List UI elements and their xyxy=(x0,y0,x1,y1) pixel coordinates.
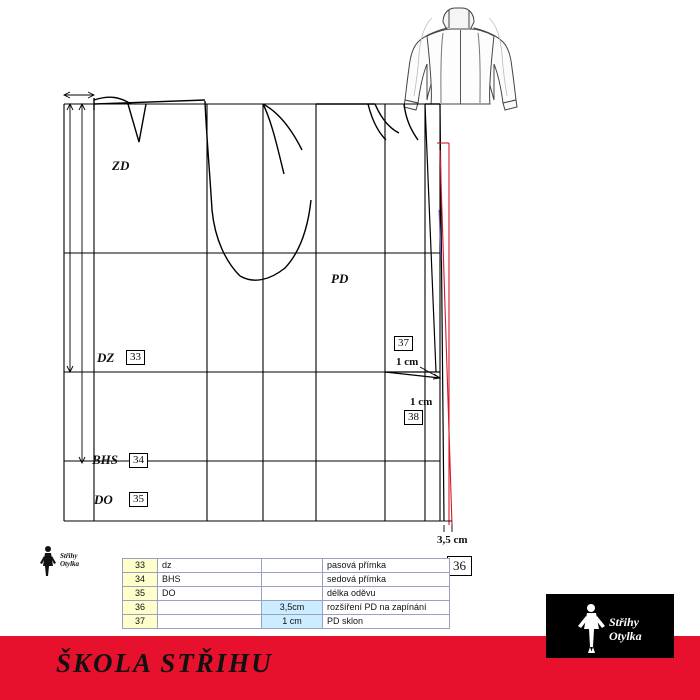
legend-description: sedová přímka xyxy=(323,573,450,587)
label-do-number: 35 xyxy=(129,492,148,507)
front-extension-red-line xyxy=(437,143,452,525)
legend-number: 34 xyxy=(123,573,158,587)
legend-row xyxy=(123,559,450,573)
back-piece-outline xyxy=(94,97,240,276)
legend-value xyxy=(262,587,323,601)
legend-number: 33 xyxy=(123,559,158,573)
label-value-35cm: 3,5 cm xyxy=(437,534,468,546)
legend-abbreviation xyxy=(158,615,262,629)
label-number-38: 38 xyxy=(404,410,423,425)
legend-description: pasová přímka xyxy=(323,559,450,573)
legend-row xyxy=(123,573,450,587)
legend-description: délka oděvu xyxy=(323,587,450,601)
legend-row xyxy=(123,601,450,615)
label-zd: ZD xyxy=(112,158,130,173)
front-slope-lines xyxy=(385,104,444,521)
logo-line2: Otylka xyxy=(609,629,642,643)
legend-row xyxy=(123,615,450,629)
brand-logo xyxy=(546,594,674,658)
jacket-technical-sketch-icon xyxy=(404,8,517,110)
legend-abbreviation: BHS xyxy=(158,573,262,587)
label-pd: PD xyxy=(331,271,349,286)
legend-value xyxy=(262,559,323,573)
label-bhs-number: 34 xyxy=(129,453,148,468)
bottom-dimension-mark xyxy=(440,521,452,532)
legend-value: 3,5cm xyxy=(262,601,323,615)
legend-row xyxy=(123,587,450,601)
label-number-37: 37 xyxy=(394,336,413,351)
legend-abbreviation: dz xyxy=(158,559,262,573)
label-bhs: BHS xyxy=(92,452,119,467)
label-value-1cm-a: 1 cm xyxy=(396,356,419,368)
legend-value xyxy=(262,573,323,587)
legend-table xyxy=(122,558,450,629)
label-dz-number: 33 xyxy=(126,350,145,365)
front-piece-outline xyxy=(240,104,440,280)
legend-description: PD sklon xyxy=(323,615,450,629)
legend-number: 37 xyxy=(123,615,158,629)
banner-title: ŠKOLA STŘIHU xyxy=(56,648,273,678)
legend-abbreviation xyxy=(158,601,262,615)
legend-value: 1 cm xyxy=(262,615,323,629)
label-number-36: 36 xyxy=(447,556,472,576)
woman-figure-icon xyxy=(40,546,56,576)
mini-logo-line2: Otylka xyxy=(60,560,80,568)
legend-number: 35 xyxy=(123,587,158,601)
label-value-1cm-b: 1 cm xyxy=(410,396,433,408)
label-dz: DZ xyxy=(97,350,115,365)
legend-body xyxy=(123,559,450,629)
label-do: DO xyxy=(94,492,113,507)
legend-description: rozšíření PD na zapínání xyxy=(323,601,450,615)
logo-line1: Střihy xyxy=(609,615,640,629)
mini-logo-line1: Střihy xyxy=(60,552,78,560)
legend-abbreviation: DO xyxy=(158,587,262,601)
left-dimension-arrows xyxy=(64,92,94,463)
legend-number: 36 xyxy=(123,601,158,615)
